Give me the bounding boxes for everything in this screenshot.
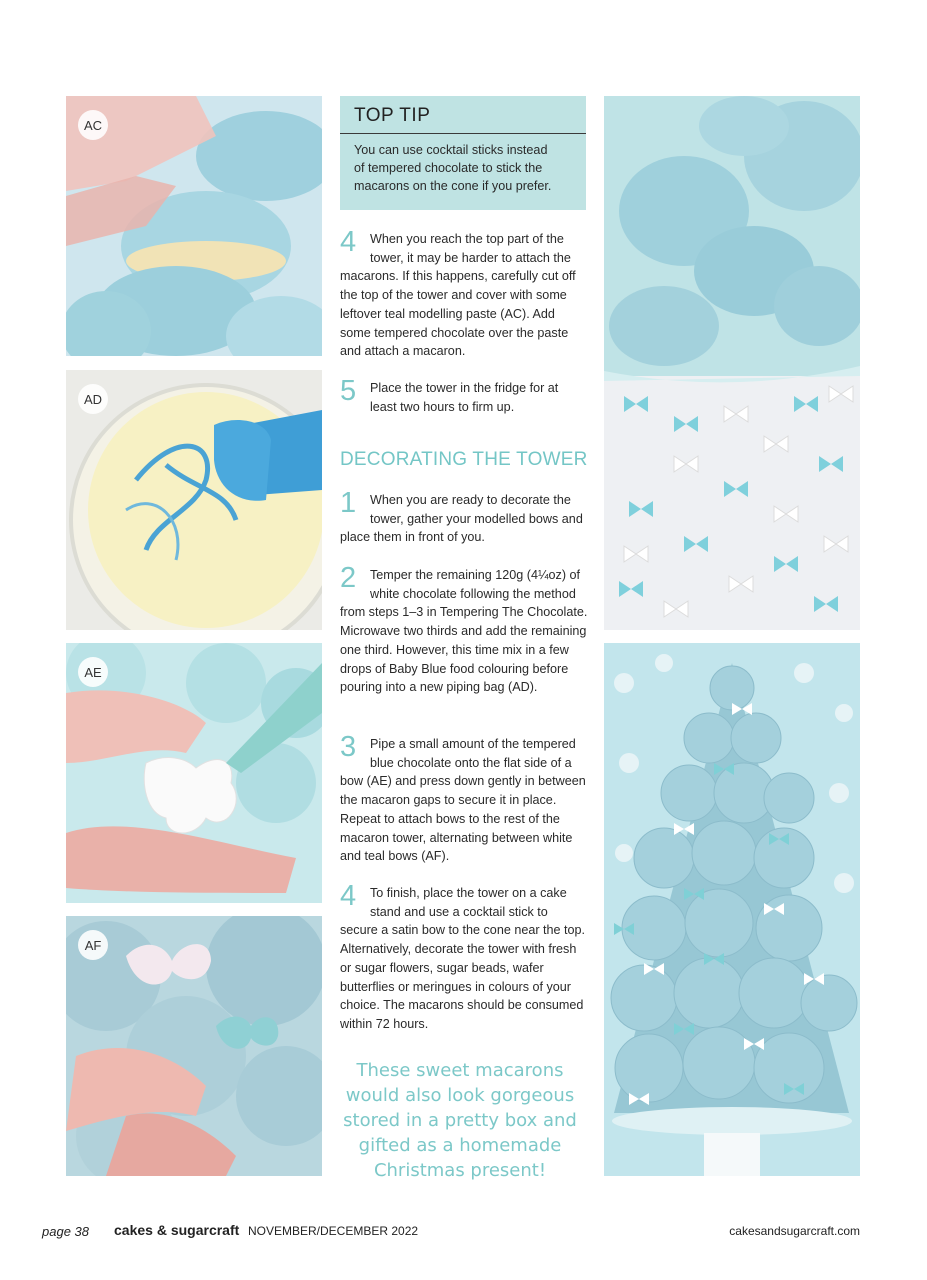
footer-website: cakesandsugarcraft.com — [729, 1224, 860, 1238]
pull-quote-line: These sweet macarons — [356, 1060, 564, 1081]
step-number: 4 — [340, 226, 357, 258]
step-number: 2 — [340, 562, 357, 594]
chocolate-bowl-illustration — [66, 370, 322, 630]
section-heading-decorating: DECORATING THE TOWER — [340, 449, 588, 470]
photo-ae — [66, 643, 322, 903]
footer-page-number: page 38 — [42, 1224, 89, 1239]
footer-magazine-name: cakes & sugarcraft — [114, 1222, 240, 1238]
step-text: Place the tower in the fridge for at least two hours to firm up. — [370, 381, 559, 414]
photo-label-ae: AE — [78, 657, 108, 687]
step-text: Pipe a small amount of the tempered blue chocolate onto the flat side of a bow (AE) and press down gently in between the macaron gaps to secure it in place. Repeat to attach bows to the rest of the macaron tower, alternating between white and teal bows (AF). — [340, 737, 586, 864]
step-text: When you are ready to decorate the tower, gather your modelled bows and place them in front of you. — [340, 493, 583, 545]
pull-quote-line: would also look gorgeous — [345, 1085, 575, 1106]
step-text: Temper the remaining 120g (4¼oz) of white chocolate following the method from steps 1–3 in Tempering The Chocolate. Microwave two thirds and add the remaining one third. However, this time mix in a few drops of Baby Blue food colouring before pouring into a new piping bag (AD). — [340, 568, 588, 695]
macaron-tower-illustration — [604, 643, 860, 1176]
step-number: 4 — [340, 880, 357, 912]
step-number: 5 — [340, 375, 357, 407]
top-tip-body — [340, 134, 586, 195]
pull-quote — [340, 1058, 580, 1183]
photo-af — [66, 916, 322, 1176]
step-number: 1 — [340, 487, 357, 519]
top-tip-line: of tempered chocolate to stick the — [354, 161, 543, 175]
pull-quote-line: gifted as a homemade — [358, 1135, 562, 1156]
top-tip-line: macarons on the cone if you prefer. — [354, 179, 552, 193]
top-tip-title: TOP TIP — [340, 96, 586, 134]
pull-quote-line: Christmas present! — [373, 1160, 547, 1181]
photo-ac — [66, 96, 322, 356]
photo-macaron-tower — [604, 643, 860, 1176]
macaron-closeup-illustration — [66, 96, 322, 356]
photo-label-af: AF — [78, 930, 108, 960]
step-text: To finish, place the tower on a cake stand and use a cocktail stick to secure a satin bow to the cone near the top. Alternatively, decorate the tower with fresh or sugar flowers, sugar beads, wafer butterflies or meringues in colours of your choice. The macarons should be consumed within 72 hours. — [340, 886, 586, 1031]
piping-bow-illustration — [66, 643, 322, 903]
decorating-step-3 — [340, 731, 588, 866]
tower-bows-closeup-illustration — [66, 916, 322, 1176]
top-tip-line: You can use cocktail sticks instead — [354, 143, 548, 157]
pull-quote-line: stored in a pretty box and — [343, 1110, 577, 1131]
top-tip-box — [340, 96, 586, 210]
step-number: 3 — [340, 731, 357, 763]
decorating-step-4 — [340, 880, 588, 1034]
photo-label-ac: AC — [78, 110, 108, 140]
photo-macaron-stack-and-bows — [604, 96, 860, 630]
footer-issue: NOVEMBER/DECEMBER 2022 — [248, 1224, 419, 1238]
macarons-and-bows-illustration — [604, 96, 860, 630]
decorating-step-2 — [340, 562, 588, 697]
photo-ad — [66, 370, 322, 630]
decorating-step-1 — [340, 487, 588, 547]
step-5 — [340, 375, 588, 416]
photo-label-ad: AD — [78, 384, 108, 414]
step-text: When you reach the top part of the tower, it may be harder to attach the macarons. If this happens, carefully cut off the top of the tower and cover with some leftover teal modelling paste (AC). Add some tempered chocolate over the paste and attach a macaron. — [340, 232, 576, 359]
step-4-top — [340, 226, 588, 361]
